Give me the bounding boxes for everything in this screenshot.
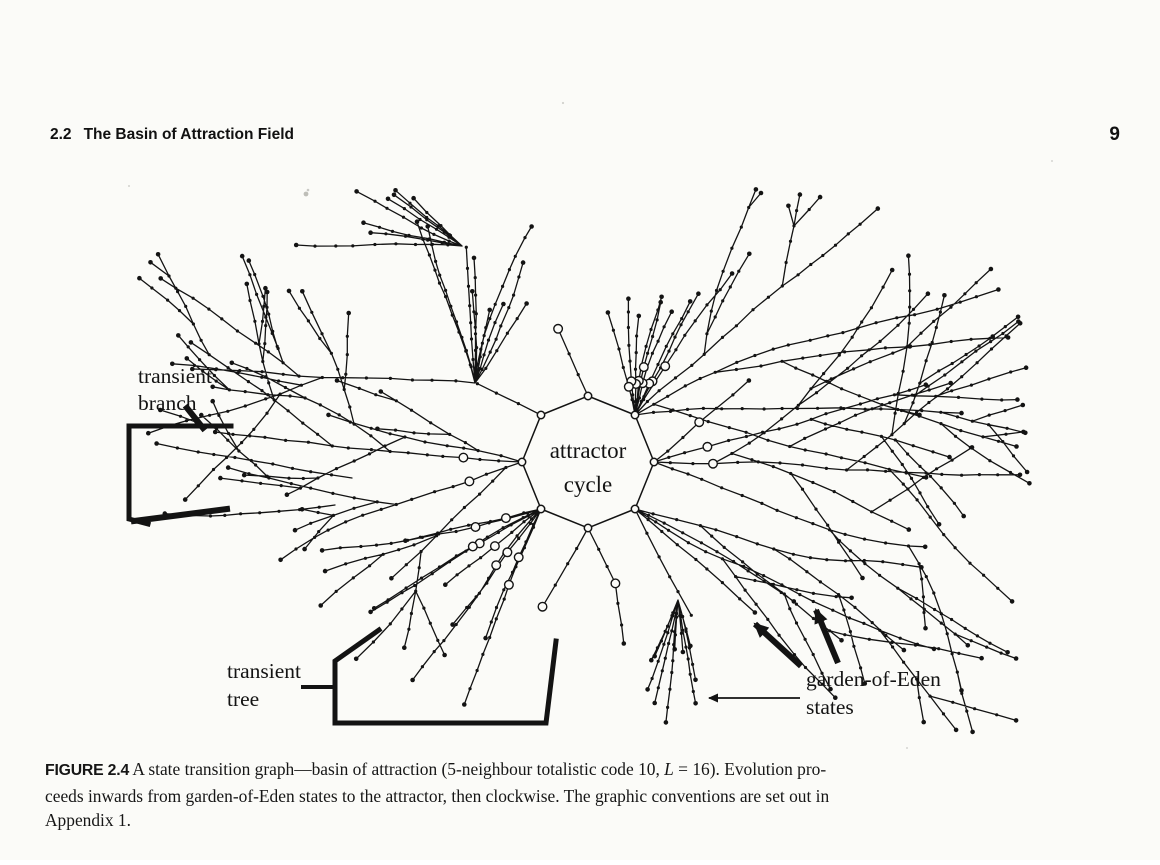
transient-tree-bracket — [335, 630, 556, 723]
section-title: The Basin of Attraction Field — [83, 126, 294, 143]
transient-branch-label-line1: transient — [138, 364, 213, 388]
transient-branch-strike — [134, 509, 227, 521]
caption-line-3: Appendix 1. — [45, 810, 131, 830]
caption-line1-tail: = 16). Evolution pro- — [673, 759, 827, 779]
caption-variable-L: L — [664, 759, 674, 779]
garden-arrow-left — [755, 624, 801, 666]
attractor-cycle-label-line1: attractor — [549, 438, 627, 463]
garden-of-eden-label-line2: states — [806, 695, 854, 719]
transient-tree-label-line2: tree — [227, 687, 260, 711]
page-number: 9 — [1109, 124, 1120, 145]
caption-line-2: ceeds inwards from garden-of-Eden states to the attractor, then clockwise. The graphic conventions are set out in — [45, 785, 830, 806]
garden-arrow-right — [816, 610, 838, 663]
caption-figure-tag: FIGURE 2.4 — [45, 762, 130, 779]
caption-line-1 — [45, 757, 1123, 784]
caption-line1-text: A state transition graph—basin of attraction (5-neighbour totalistic code 10, — [129, 759, 665, 779]
transient-branch-label-line2: branch — [138, 391, 197, 415]
transient-tree-label-line1: transient — [227, 659, 302, 683]
figure-caption — [45, 757, 1123, 833]
attractor-cycle-octagon — [518, 392, 657, 531]
attractor-cycle-label-line2: cycle — [563, 472, 613, 497]
section-number: 2.2 — [50, 126, 72, 143]
garden-of-eden-label-line1: garden-of-Eden — [806, 667, 941, 691]
